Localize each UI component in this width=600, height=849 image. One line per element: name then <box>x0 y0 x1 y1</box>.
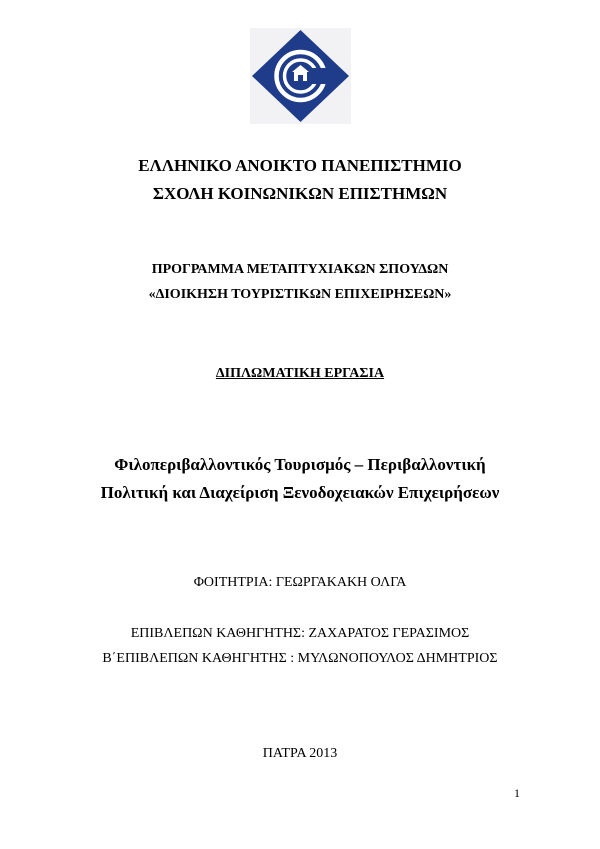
university-name: ΕΛΛΗΝΙΚΟ ΑΝΟΙΚΤΟ ΠΑΝΕΠΙΣΤΗΜΙΟ <box>138 156 462 175</box>
thesis-label: ΔΙΠΛΩΜΑΤΙΚΗ ΕΡΓΑΣΙΑ <box>215 366 385 381</box>
place-date: ΠΑΤΡΑ 2013 <box>262 746 338 761</box>
supervisor-name: ΕΠΙΒΛΕΠΩΝ ΚΑΘΗΓΗΤΗΣ: ΖΑΧΑΡΑΤΟΣ ΓΕΡΑΣΙΜΟΣ <box>130 626 470 641</box>
page-number: 1 <box>514 786 520 800</box>
student-name: ΦΟΙΤΗΤΡΙΑ: ΓΕΩΡΓΑΚΑΚΗ ΟΛΓΑ <box>193 575 407 590</box>
thesis-title-line-1: Φιλοπεριβαλλοντικός Τουρισμός – Περιβαλλοντική <box>114 455 486 474</box>
thesis-title-line-2: Πολιτική και Διαχείριση Ξενοδοχειακών Επιχειρήσεων <box>100 483 500 502</box>
university-logo-icon <box>250 28 351 124</box>
school-name: ΣΧΟΛΗ ΚΟΙΝΩΝΙΚΩΝ ΕΠΙΣΤΗΜΩΝ <box>152 184 448 203</box>
program-name: ΠΡΟΓΡΑΜΜΑ ΜΕΤΑΠΤΥΧΙΑΚΩΝ ΣΠΟΥΔΩΝ <box>151 262 449 277</box>
program-specialization: «ΔΙΟΙΚΗΣΗ ΤΟΥΡΙΣΤΙΚΩΝ ΕΠΙΧΕΙΡΗΣΕΩΝ» <box>148 287 452 302</box>
second-supervisor-name: Β΄ΕΠΙΒΛΕΠΩΝ ΚΑΘΗΓΗΤΗΣ : ΜΥΛΩΝΟΠΟΥΛΟΣ ΔΗΜΗΤΡΙΟΣ <box>102 651 498 666</box>
